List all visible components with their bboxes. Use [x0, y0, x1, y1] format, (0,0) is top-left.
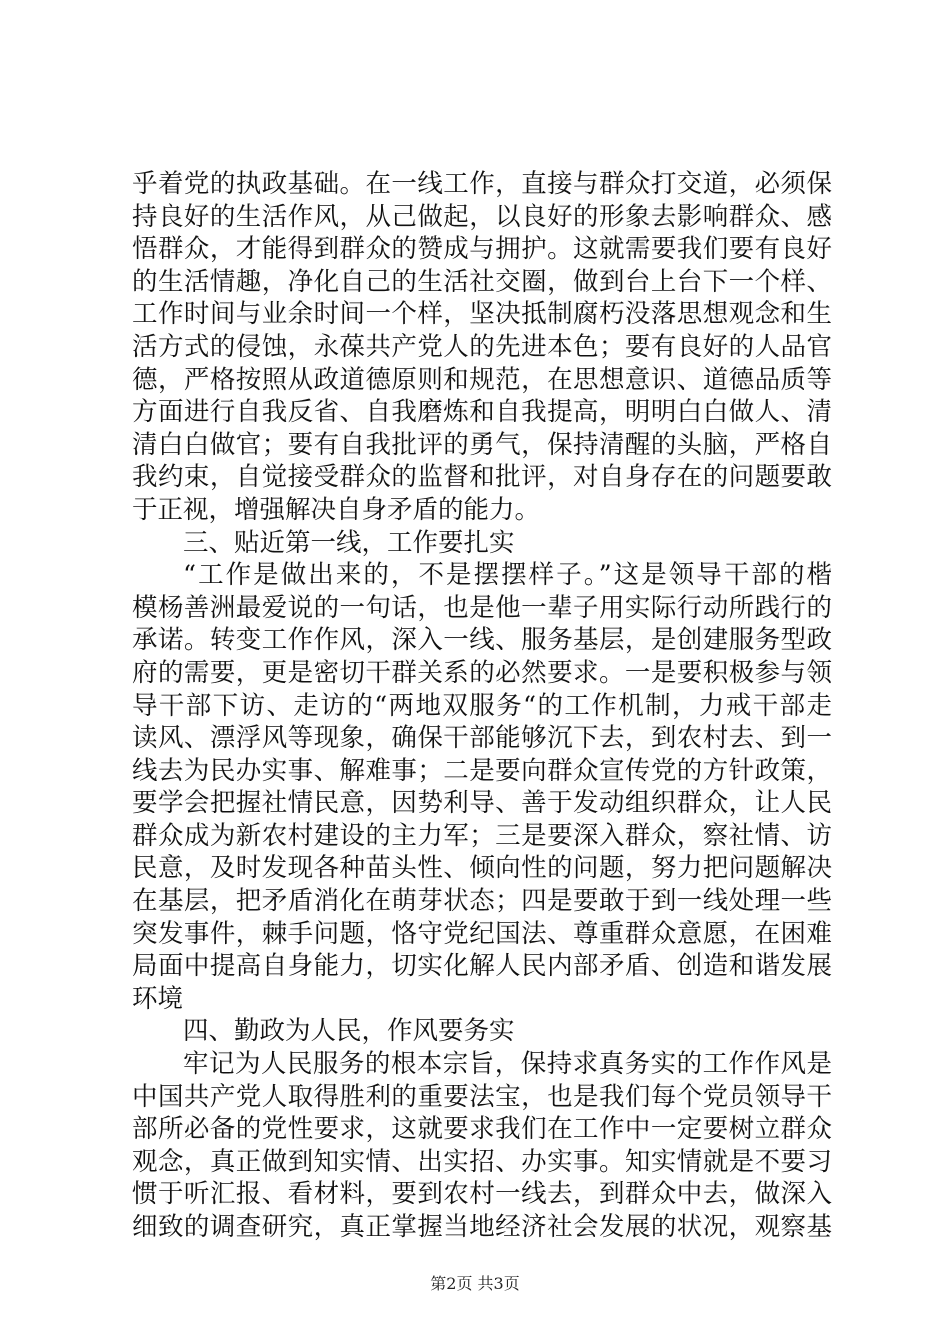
text-line: “工作是做出来的，不是摆摆样子。”这是领导干部的楷 — [183, 560, 832, 591]
text-line: 局面中提高自身能力，切实化解人民内部矛盾、创造和谐发展 — [132, 951, 832, 982]
text-line: 环境 — [132, 983, 184, 1014]
text-line: 府的需要，更是密切干群关系的必然要求。一是要积极参与领 — [132, 657, 832, 688]
text-line: 牢记为人民服务的根本宗旨，保持求真务实的工作作风是 — [183, 1049, 832, 1080]
text-line: 清白白做官；要有自我批评的勇气，保持清醒的头脑，严格自 — [132, 429, 832, 460]
text-line: 细致的调查研究，真正掌握当地经济社会发展的状况，观察基 — [132, 1212, 832, 1242]
text-line: 于正视，增强解决自身矛盾的能力。 — [132, 494, 541, 525]
text-line: 工作时间与业余时间一个样，坚决抵制腐朽没落思想观念和生 — [132, 299, 832, 330]
text-line: 悟群众，才能得到群众的赞成与拥护。这就需要我们要有良好 — [132, 234, 832, 265]
text-line: 群众成为新农村建设的主力军；三是要深入群众，察社情、访 — [132, 820, 832, 851]
text-line: 承诺。转变工作作风，深入一线、服务基层，是创建服务型政 — [132, 625, 832, 656]
text-line: 活方式的侵蚀，永葆共产党人的先进本色；要有良好的人品官 — [132, 331, 832, 362]
text-line: 模杨善洲最爱说的一句话，也是他一辈子用实际行动所践行的 — [132, 592, 832, 623]
text-line: 线去为民办实事、解难事；二是要向群众宣传党的方针政策， — [132, 755, 832, 786]
text-line: 要学会把握社情民意，因势利导、善于发动组织群众，让人民 — [132, 788, 832, 819]
text-line: 突发事件，棘手问题，恪守党纪国法、尊重群众意愿，在困难 — [132, 918, 832, 949]
text-line: 民意，及时发现各种苗头性、倾向性的问题，努力把问题解决 — [132, 853, 832, 884]
text-line: 方面进行自我反省、自我磨炼和自我提高，明明白白做人、清 — [132, 397, 832, 428]
text-line: 在基层，把矛盾消化在萌芽状态；四是要敢于到一线处理一些 — [132, 886, 832, 917]
text-line: 部所必备的党性要求，这就要求我们在工作中一定要树立群众 — [132, 1114, 832, 1145]
text-line: 德，严格按照从政道德原则和规范，在思想意识、道德品质等 — [132, 364, 832, 395]
text-line: 乎着党的执政基础。在一线工作，直接与群众打交道，必须保 — [132, 169, 832, 199]
text-line: 读风、漂浮风等现象，确保干部能够沉下去，到农村去、到一 — [132, 723, 832, 754]
text-line: 惯于听汇报、看材料，要到农村一线去，到群众中去，做深入 — [132, 1179, 832, 1210]
page-number-footer: 第2页 共3页 — [430, 1274, 520, 1293]
text-line: 持良好的生活作风，从己做起，以良好的形象去影响群众、感 — [132, 201, 832, 232]
section-heading: 四、勤政为人民，作风要务实 — [183, 1016, 515, 1047]
text-line: 中国共产党人取得胜利的重要法宝，也是我们每个党员领导干 — [132, 1081, 832, 1112]
document-body — [132, 168, 832, 1244]
text-line: 导干部下访、走访的“两地双服务“的工作机制，力戒干部走 — [132, 690, 832, 721]
section-heading: 三、贴近第一线，工作要扎实 — [183, 527, 515, 558]
text-line: 的生活情趣，净化自己的生活社交圈，做到台上台下一个样、 — [132, 266, 832, 297]
text-line: 我约束，自觉接受群众的监督和批评，对自身存在的问题要敢 — [132, 462, 832, 493]
text-line: 观念，真正做到知实情、出实招、办实事。知实情就是不要习 — [132, 1146, 832, 1177]
